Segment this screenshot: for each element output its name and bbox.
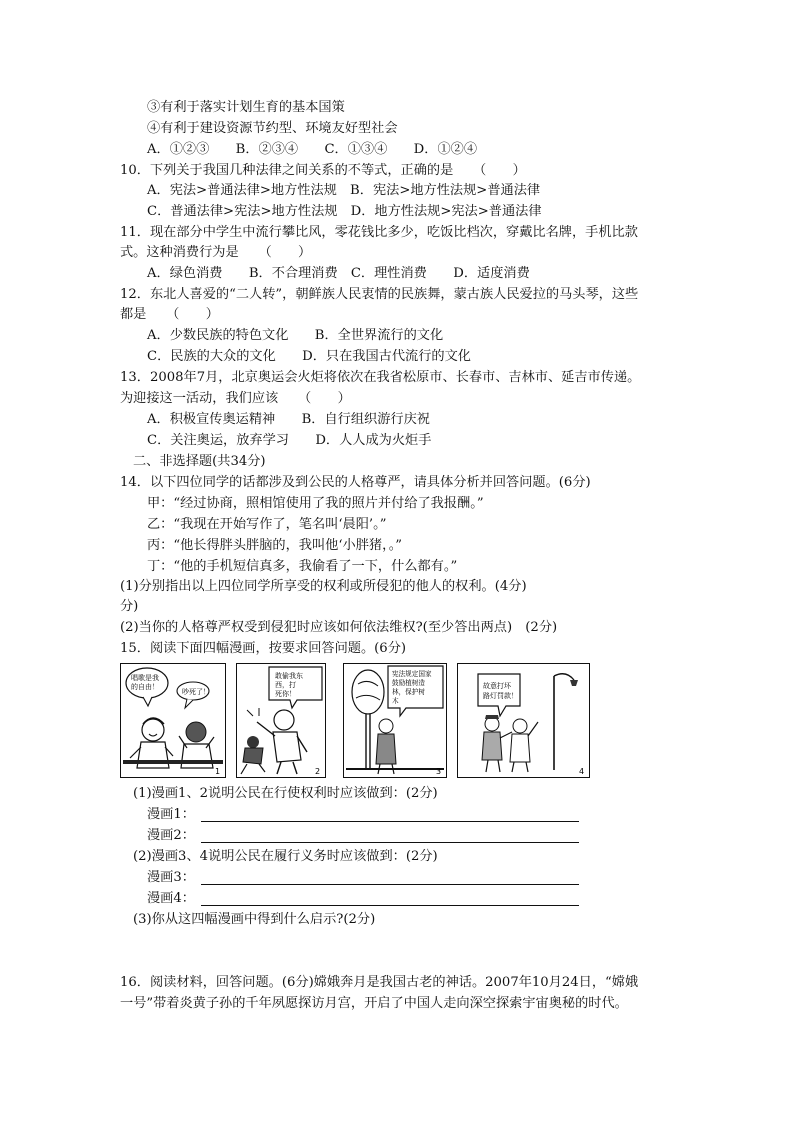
cartoon-1-bubble-1b: 的自由！ [131,683,159,691]
cartoon-4-drawing [458,664,589,777]
cartoon-2-number: 2 [315,767,321,776]
q14-stem: 14．以下四位同学的话都涉及到公民的人格尊严，请具体分析并回答问题。(6分) [120,475,591,490]
cartoon-3-bubble-a: 宪法规定国家 [392,670,432,678]
cartoon-3-number: 3 [436,767,442,776]
cartoon-4-number: 4 [579,767,585,776]
q9-option-4: ④有利于建设资源节约型、环境友好型社会 [147,121,398,136]
cartoon-panel-1 [120,663,226,778]
q15-stem: 15．阅读下面四幅漫画，按要求回答问题。(6分) [120,641,407,656]
q12-stem-line1: 12．东北人喜爱的“二人转”，朝鲜族人民衷情的民族舞，蒙古族人民爱拉的马头琴，这些 [120,287,639,302]
cartoon-1-bubble-1a: 唱歌是我 [131,674,159,682]
q15-label-cartoon3: 漫画3： [147,870,195,885]
q13-choices-line1: A．积极宣传奥运精神 B．自行组织游行庆祝 [147,412,430,427]
cartoon-2-bubble-b: 西，打 [275,681,296,689]
q14-sub1-tail: 分) [120,599,139,614]
cartoon-3-bubble-b: 鼓励植树造 [392,679,425,687]
q12-choices-line2: C．民族的大众的文化 D．只在我国古代流行的文化 [147,349,471,364]
answer-line-cartoon3[interactable] [201,884,579,885]
cartoon-2-drawing [237,664,325,777]
cartoon-3-bubble-c: 林，保护树 [392,688,425,696]
q13-choices-line2: C．关注奥运，放弃学习 D．人人成为火炬手 [147,433,432,448]
q14-statement-jia: 甲：“经过协商，照相馆使用了我的照片并付给了我报酬。” [147,496,484,511]
q12-stem-line2: 都是 （ ） [120,307,219,322]
cartoon-4-bubble-b: 路灯罚款！ [483,692,518,700]
q11-stem-line1: 11．现在部分中学生中流行攀比风，零花钱比多少，吃饭比档次，穿戴比名牌，手机比款 [120,225,638,240]
q14-sub1: (1)分别指出以上四位同学所享受的权利或所侵犯的他人的权利。(4分) [120,579,527,594]
cartoon-3-bubble-d: 木 [392,697,399,705]
q10-choices-line1: A．宪法>普通法律>地方性法规 B．宪法>地方性法规>普通法律 [147,183,541,198]
cartoon-2-bubble-a: 敢偷我东 [275,672,303,680]
cartoon-1-bubble-2: 吵死了！ [182,688,210,696]
q14-sub2: (2)当你的人格尊严权受到侵犯时应该如何依法维权?(至少答出两点) (2分) [120,620,558,635]
q14-statement-ding: 丁：“他的手机短信真多，我偷看了一下，什么都有。” [147,559,458,574]
q13-stem-line2: 为迎接这一活动，我们应该 （ ） [120,391,351,406]
cartoon-2-bubble-c: 死你！ [275,690,296,698]
q16-line2: 一号”带着炎黄子孙的千年夙愿探访月宫，开启了中国人走向深空探索宇宙奥秘的时代。 [120,996,628,1011]
q15-label-cartoon2: 漫画2： [147,828,195,843]
q13-stem-line1: 13．2008年7月，北京奥运会火炬将依次在我省松原市、长春市、吉林市、延吉市传递。 [120,370,641,385]
cartoon-1-number: 1 [215,767,221,776]
q16-line1: 16．阅读材料，回答问题。(6分)嫦娥奔月是我国古老的神话。2007年10月24日，“嫦娥 [120,975,639,990]
cartoon-3-drawing [344,664,446,777]
cartoon-panel-3 [343,663,447,778]
cartoon-4-bubble-a: 故意打坏 [483,682,511,690]
q14-statement-bing: 丙：“他长得胖头胖脑的，我叫他‘小胖猪，。” [147,538,403,553]
cartoon-1-drawing [121,664,225,777]
q10-stem: 10．下列关于我国几种法律之间关系的不等式，正确的是 （ ） [120,163,526,178]
q11-choices: A．绿色消费 B．不合理消费 C．理性消费 D．适度消费 [147,266,530,281]
cartoon-panel-4 [457,663,590,778]
q14-statement-yi: 乙：“我现在开始写作了，笔名叫‘晨阳’。” [147,517,387,532]
q10-choices-line2: C．普通法律>宪法>地方性法规 D．地方性法规>宪法>普通法律 [147,204,542,219]
q15-sub2: (2)漫画3、4说明公民在履行义务时应该做到：(2分) [133,849,438,864]
q15-sub3: (3)你从这四幅漫画中得到什么启示?(2分) [133,912,376,927]
cartoon-panel-2 [236,663,326,778]
q11-stem-line2: 式。这种消费行为是 （ ） [120,245,312,260]
q12-choices-line1: A．少数民族的特色文化 B．全世界流行的文化 [147,328,444,343]
answer-line-cartoon1[interactable] [201,821,579,822]
answer-line-cartoon2[interactable] [201,842,579,843]
q9-choices: A．①②③ B．②③④ C．①③④ D．①②④ [147,142,478,157]
q9-option-3: ③有利于落实计划生育的基本国策 [147,100,345,115]
answer-line-cartoon4[interactable] [201,905,579,906]
q15-sub1: (1)漫画1、2说明公民在行使权利时应该做到：(2分) [133,786,438,801]
q15-label-cartoon4: 漫画4： [147,891,195,906]
section2-title: 二、非选择题(共34分) [133,454,266,469]
q15-label-cartoon1: 漫画1： [147,807,195,822]
cartoon-strip [120,663,590,777]
